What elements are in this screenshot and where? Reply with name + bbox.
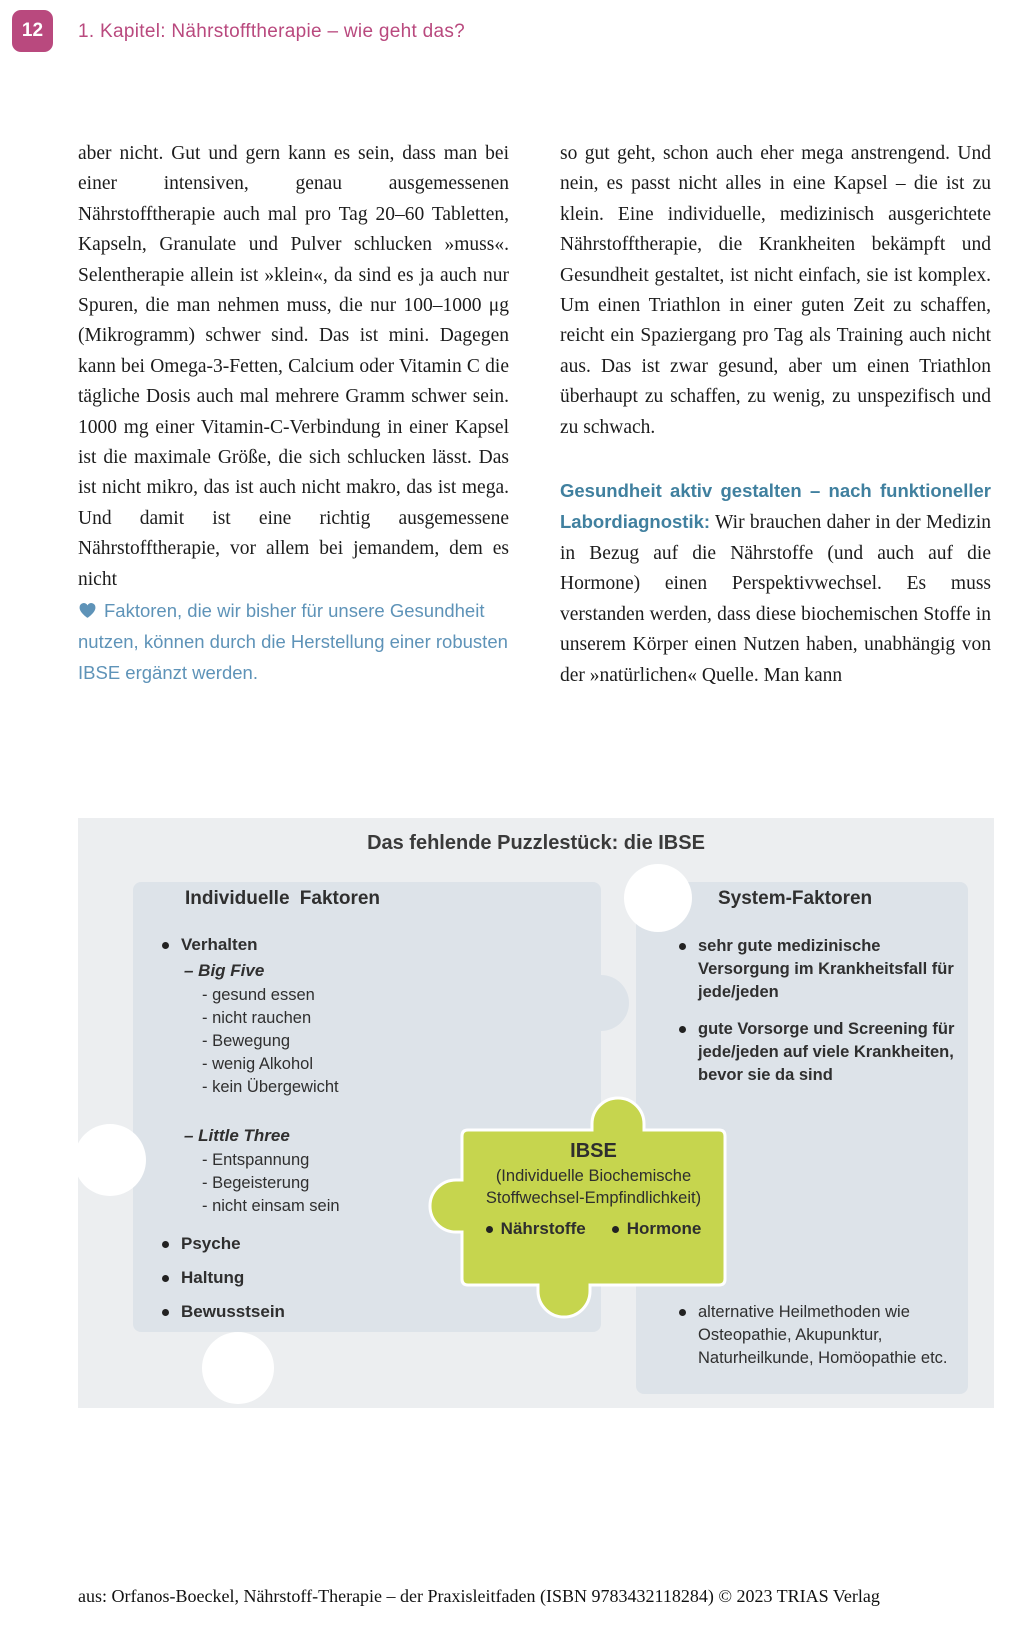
run-in-heading: Gesundheit aktiv gestalten – nach funktioneller Labordiagnostik: <box>560 480 991 533</box>
ibse-title: IBSE <box>570 1140 617 1162</box>
list-item: - Bewegung <box>202 1032 291 1050</box>
list-item: - Begeisterung <box>202 1174 310 1192</box>
list-item: - nicht einsam sein <box>202 1197 340 1215</box>
ibse-item: Nährstoffe <box>486 1219 586 1239</box>
left-text-column <box>78 139 509 688</box>
margin-note-text: Faktoren, die wir bisher für unsere Gesundheit nutzen, können durch die Herstellung einer robusten IBSE ergänzt werden. <box>78 600 508 684</box>
ibse-subtitle: (Individuelle Biochemische Stoffwechsel-Empfindlichkeit) <box>485 1167 702 1207</box>
individual-factors-list <box>160 933 490 1324</box>
body-paragraph-right-1: so gut geht, schon auch eher mega anstrengend. Und nein, es passt nicht alles in eine Kapsel – die ist zu klein. Eine individuelle, medizinisch ausgerichtete Nährstofftherapie, die Krankheiten bekämpft und Gesundheit gestaltet, ist nicht einfach, sie ist komplex. Um einen Triathlon in einer guten Zeit zu schaffen, reicht ein Spaziergang pro Tag als Training auch nicht aus. Das ist zwar gesund, aber um einen Triathlon überhaupt zu schaffen, zu wenig, zu unspezifisch und zu schwach. <box>560 143 991 438</box>
chapter-title: 1. Kapitel: Nährstofftherapie – wie geht das? <box>78 21 466 42</box>
ibse-item: Hormone <box>612 1219 702 1239</box>
list-item: Psyche <box>160 1232 490 1256</box>
ibse-piece-content <box>462 1140 725 1239</box>
list-item: Verhalten <box>160 933 490 957</box>
left-piece-heading: Individuelle Faktoren <box>185 888 381 909</box>
page-number-badge <box>12 10 53 52</box>
footer-citation: aus: Orfanos-Boeckel, Nährstoff-Therapie – der Praxisleitfaden (ISBN 9783432118284) © 2023 TRIAS Verlag <box>78 1586 880 1606</box>
ibse-items <box>462 1219 725 1239</box>
list-item: - nicht rauchen <box>202 1009 312 1027</box>
list-item: - wenig Alkohol <box>202 1055 313 1073</box>
page-number: 12 <box>21 20 44 41</box>
system-factor-item: sehr gute medizinische Versorgung im Krankheitsfall für jede/jeden <box>698 935 968 1004</box>
body-paragraph-right-2-text: Wir brauchen daher in der Medizin in Bezug auf die Nährstoffe (und auch auf die Hormone) einen Perspektivwechsel. Es muss verstanden werden, dass diese biochemischen Stoffe in unserem Körper einen Nutzen haben, unabhängig von der »natürlichen« Quelle. Man kann <box>560 512 991 686</box>
right-piece-heading: System-Faktoren <box>718 888 873 909</box>
heart-icon <box>78 597 97 614</box>
system-factor-item: gute Vorsorge und Screening für jede/jeden auf viele Krankheiten, bevor sie da sind <box>698 1018 968 1087</box>
margin-note <box>78 595 509 688</box>
body-paragraph-right-2 <box>560 476 991 691</box>
figure-title: Das fehlende Puzzlestück: die IBSE <box>367 832 705 854</box>
system-factor-item: alternative Heilmethoden wie Osteopathie, Akupunktur, Naturheilkunde, Homöopathie etc. <box>698 1301 974 1370</box>
puzzle-figure <box>78 818 994 1408</box>
right-text-column <box>560 139 991 691</box>
list-item: – Big Five <box>184 961 265 980</box>
list-item: Haltung <box>160 1266 490 1290</box>
list-item: Bewusstsein <box>160 1300 490 1324</box>
list-item: - kein Übergewicht <box>202 1078 339 1096</box>
list-item: – Little Three <box>184 1126 290 1145</box>
list-item: - Entspannung <box>202 1151 310 1169</box>
body-paragraph-left: aber nicht. Gut und gern kann es sein, dass man bei einer intensiven, genau ausgemessenen Nährstofftherapie auch mal pro Tag 20–60 Tabletten, Kapseln, Granulate und Pulver schlucken »muss«. Selentherapie allein ist »klein«, da sind es ja auch nur Spuren, die man nehmen muss, die nur 100–1000 μg (Mikrogramm) schwer sind. Das ist mini. Dagegen kann bei Omega-3-Fetten, Calcium oder Vitamin C die tägliche Dosis auch mal mehrere Gramm schwer sein. 1000 mg einer Vitamin-C-Verbindung in einer Kapsel ist die maximale Größe, die sich schlucken lässt. Das ist nicht mikro, das ist auch nicht makro, das ist mega. Und damit ist eine richtig ausgemessene Nährstofftherapie, vor allem bei jemandem, dem es nicht <box>78 143 509 590</box>
list-item: - gesund essen <box>202 986 315 1004</box>
